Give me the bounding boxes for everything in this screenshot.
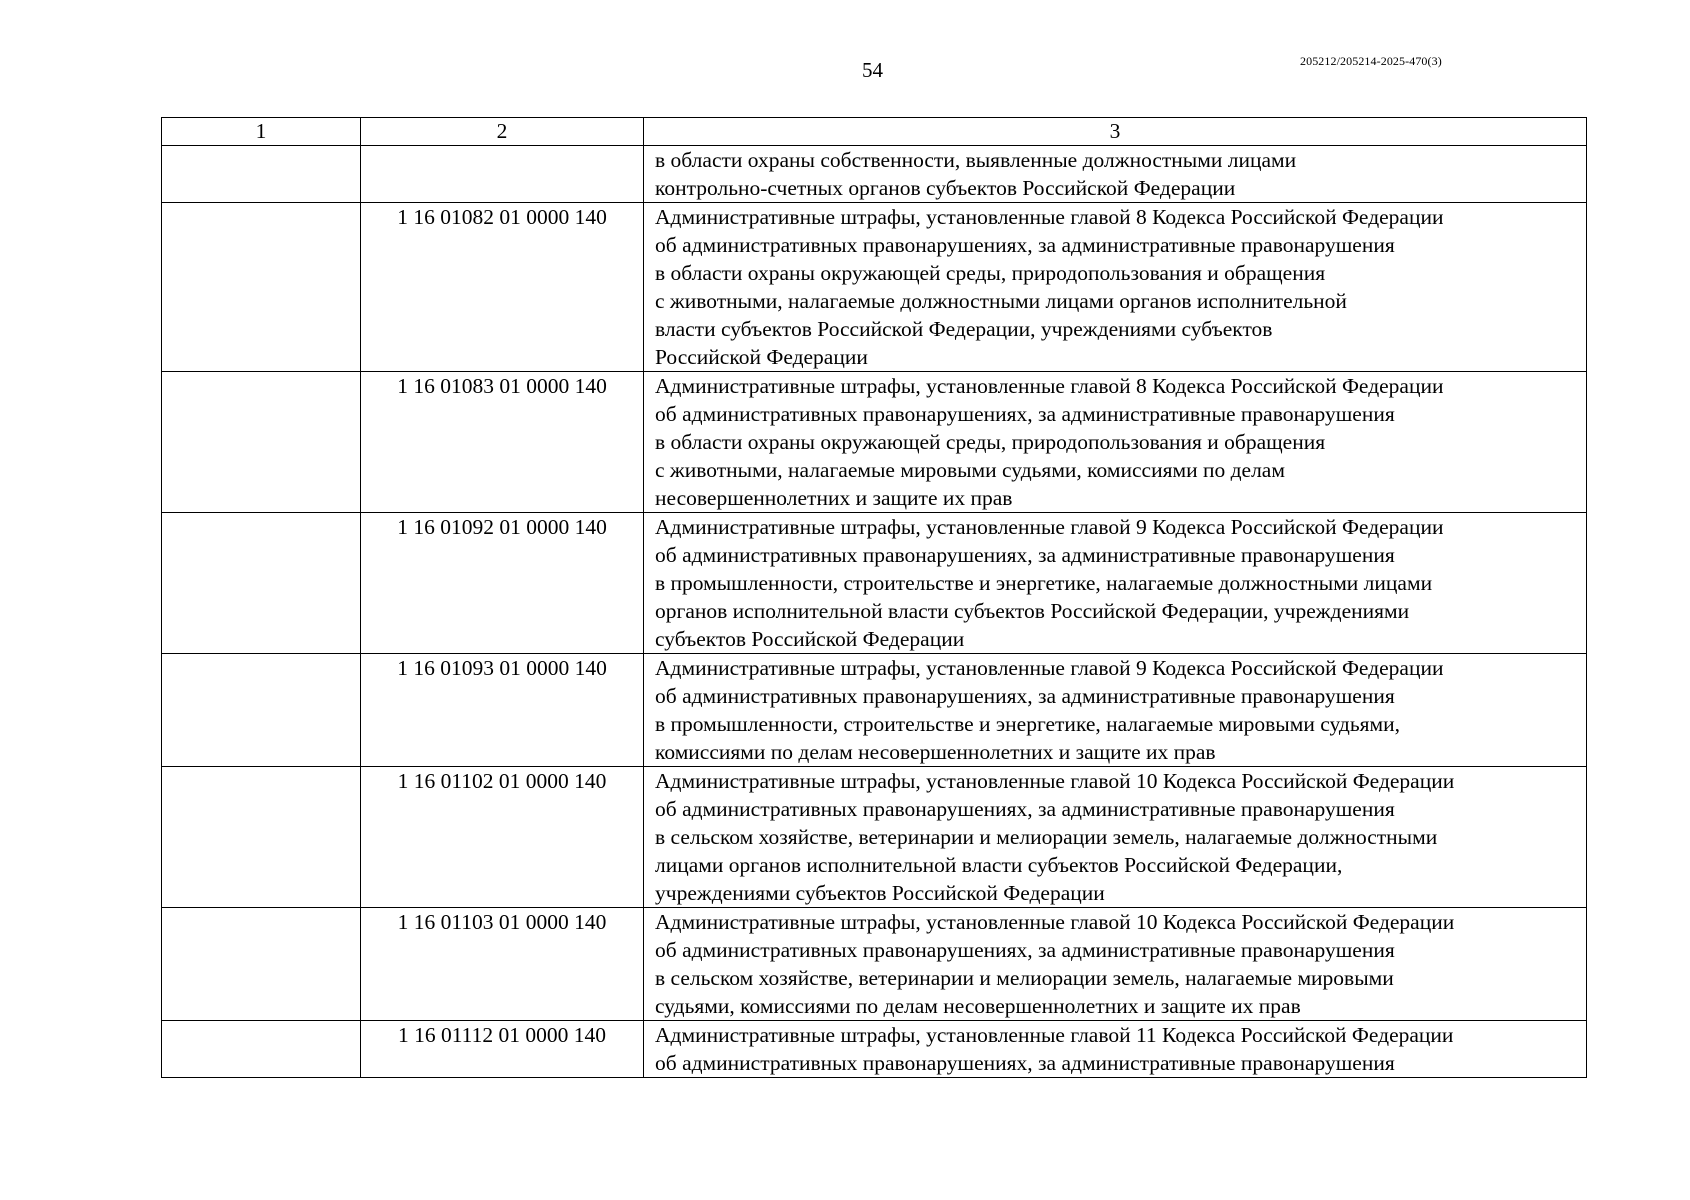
description-line: Административные штрафы, установленные главой 9 Кодекса Российской Федерации xyxy=(655,656,1444,680)
table-row xyxy=(162,203,1587,372)
description-line: в области охраны собственности, выявленные должностными лицами xyxy=(655,148,1297,172)
column-header-1: 1 xyxy=(162,118,361,146)
cell-column-1 xyxy=(162,767,361,908)
description-line: несовершеннолетних и защите их прав xyxy=(655,486,1013,510)
description-line: органов исполнительной власти субъектов Российской Федерации, учреждениями xyxy=(655,599,1410,623)
description-line: Административные штрафы, установленные главой 10 Кодекса Российской Федерации xyxy=(655,910,1455,934)
column-header-3: 3 xyxy=(644,118,1587,146)
description-line: об административных правонарушениях, за административные правонарушения xyxy=(655,684,1395,708)
table-row xyxy=(162,908,1587,1021)
description-line: Административные штрафы, установленные главой 10 Кодекса Российской Федерации xyxy=(655,769,1455,793)
description-cell xyxy=(644,1021,1587,1078)
budget-code-cell: 1 16 01092 01 0000 140 xyxy=(361,513,644,654)
description-line: в сельском хозяйстве, ветеринарии и мелиорации земель, налагаемые должностными xyxy=(655,825,1438,849)
description-line: об административных правонарушениях, за административные правонарушения xyxy=(655,1051,1395,1075)
description-line: об административных правонарушениях, за административные правонарушения xyxy=(655,797,1395,821)
description-line: об административных правонарушениях, за административные правонарушения xyxy=(655,938,1395,962)
cell-column-1 xyxy=(162,146,361,203)
description-line: с животными, налагаемые мировыми судьями, комиссиями по делам xyxy=(655,458,1285,482)
budget-code-cell: 1 16 01083 01 0000 140 xyxy=(361,372,644,513)
table-row xyxy=(162,372,1587,513)
description-cell xyxy=(644,767,1587,908)
budget-code-cell: 1 16 01102 01 0000 140 xyxy=(361,767,644,908)
budget-code-cell: 1 16 01093 01 0000 140 xyxy=(361,654,644,767)
description-cell xyxy=(644,908,1587,1021)
description-line: в области охраны окружающей среды, природопользования и обращения xyxy=(655,430,1326,454)
description-cell xyxy=(644,372,1587,513)
description-line: об административных правонарушениях, за административные правонарушения xyxy=(655,402,1395,426)
table-row xyxy=(162,654,1587,767)
description-line: субъектов Российской Федерации xyxy=(655,627,965,651)
budget-code-cell: 1 16 01103 01 0000 140 xyxy=(361,908,644,1021)
budget-code-cell: 1 16 01112 01 0000 140 xyxy=(361,1021,644,1078)
description-cell xyxy=(644,513,1587,654)
description-line: Административные штрафы, установленные главой 9 Кодекса Российской Федерации xyxy=(655,515,1444,539)
description-cell xyxy=(644,146,1587,203)
description-line: об административных правонарушениях, за административные правонарушения xyxy=(655,233,1395,257)
description-cell xyxy=(644,203,1587,372)
cell-column-1 xyxy=(162,908,361,1021)
page-number: 54 xyxy=(862,58,883,82)
cell-column-1 xyxy=(162,513,361,654)
table-row xyxy=(162,513,1587,654)
description-line: об административных правонарушениях, за административные правонарушения xyxy=(655,543,1395,567)
description-line: контрольно-счетных органов субъектов Российской Федерации xyxy=(655,176,1236,200)
column-header-2: 2 xyxy=(361,118,644,146)
table-row xyxy=(162,146,1587,203)
description-line: лицами органов исполнительной власти субъектов Российской Федерации, xyxy=(655,853,1343,877)
budget-code-cell: 1 16 01082 01 0000 140 xyxy=(361,203,644,372)
description-line: судьями, комиссиями по делам несовершеннолетних и защите их прав xyxy=(655,994,1301,1018)
description-cell xyxy=(644,654,1587,767)
description-line: власти субъектов Российской Федерации, учреждениями субъектов xyxy=(655,317,1273,341)
table-body xyxy=(162,146,1587,1078)
cell-column-1 xyxy=(162,1021,361,1078)
table-header-row xyxy=(162,118,1587,146)
table-row xyxy=(162,1021,1587,1078)
document-id: 205212/205214-2025-470(3) xyxy=(1300,54,1442,68)
budget-codes-table xyxy=(161,117,1587,1078)
description-line: с животными, налагаемые должностными лицами органов исполнительной xyxy=(655,289,1347,313)
table-row xyxy=(162,767,1587,908)
budget-code-cell xyxy=(361,146,644,203)
description-line: в сельском хозяйстве, ветеринарии и мелиорации земель, налагаемые мировыми xyxy=(655,966,1394,990)
description-line: в области охраны окружающей среды, природопользования и обращения xyxy=(655,261,1326,285)
description-line: в промышленности, строительстве и энергетике, налагаемые мировыми судьями, xyxy=(655,712,1400,736)
description-line: Российской Федерации xyxy=(655,345,868,369)
cell-column-1 xyxy=(162,654,361,767)
cell-column-1 xyxy=(162,372,361,513)
description-line: Административные штрафы, установленные главой 11 Кодекса Российской Федерации xyxy=(655,1023,1454,1047)
cell-column-1 xyxy=(162,203,361,372)
description-line: в промышленности, строительстве и энергетике, налагаемые должностными лицами xyxy=(655,571,1433,595)
description-line: учреждениями субъектов Российской Федерации xyxy=(655,881,1105,905)
description-line: Административные штрафы, установленные главой 8 Кодекса Российской Федерации xyxy=(655,374,1444,398)
description-line: Административные штрафы, установленные главой 8 Кодекса Российской Федерации xyxy=(655,205,1444,229)
description-line: комиссиями по делам несовершеннолетних и защите их прав xyxy=(655,740,1216,764)
